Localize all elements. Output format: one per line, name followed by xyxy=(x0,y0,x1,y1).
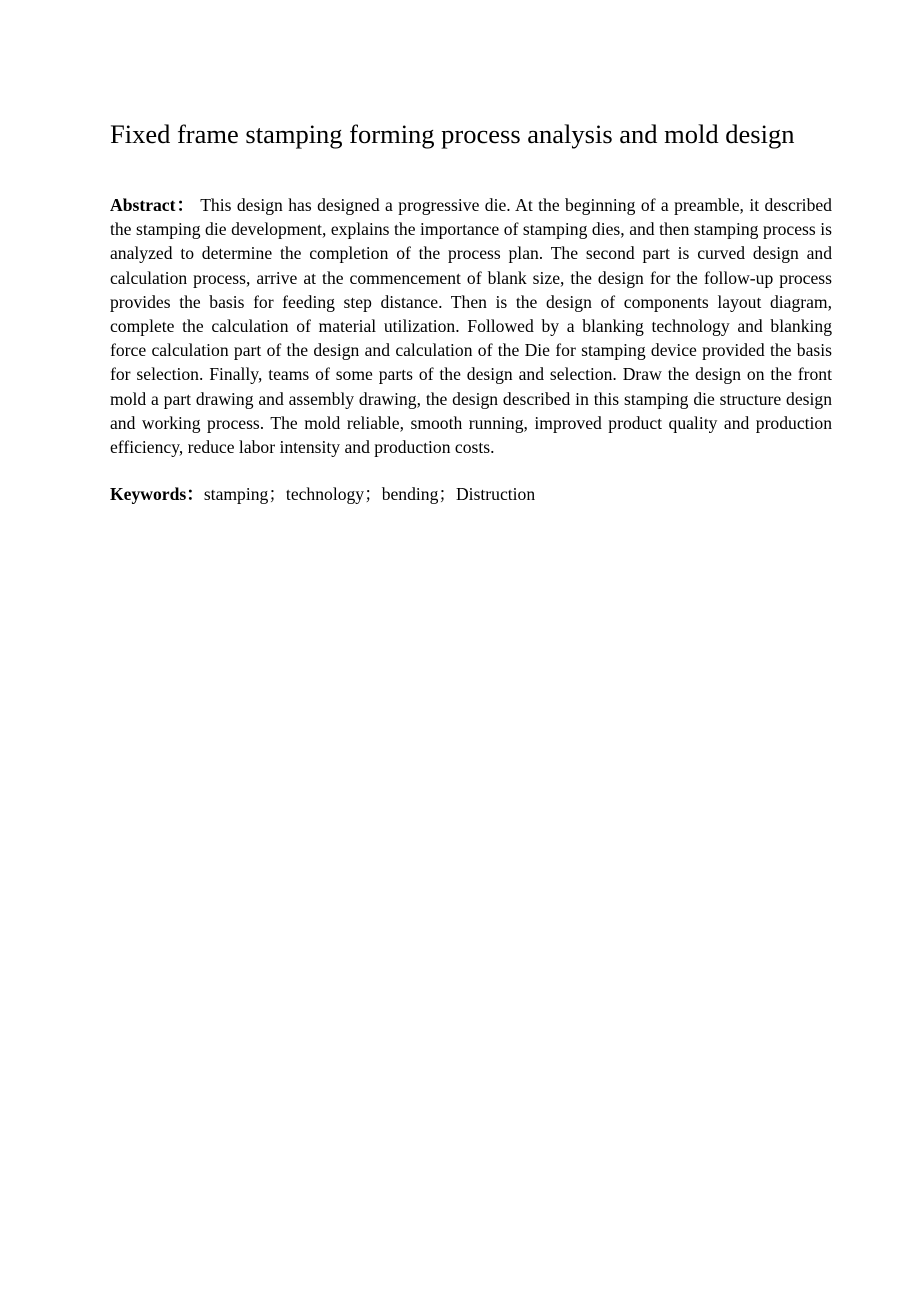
paper-title: Fixed frame stamping forming process analysis and mold design xyxy=(110,119,795,149)
abstract-label: Abstract： xyxy=(110,195,196,215)
keywords-text: stamping；technology；bending；Distruction xyxy=(203,484,536,504)
abstract-text: This design has designed a progressive die. At the beginning of a preamble, it described the stamping die development, explains the importance of stamping dies, and then stamping process is analyzed to determine the completion of the process plan. The second part is curved design and calculation process, arrive at the commencement of blank size, the design for the follow-up process provides the basis for feeding step distance. Then is the design of components layout diagram, complete the calculation of material utilization. Followed by a blanking technology and blanking force calculation part of the design and calculation of the Die for stamping device provided the basis for selection. Finally, teams of some parts of the design and selection. Draw the design on the front mold a part drawing and assembly drawing, the design described in this stamping die structure design and working process. The mold reliable, smooth running, improved product quality and production efficiency, reduce labor intensity and production costs. xyxy=(110,195,832,458)
abstract-paragraph xyxy=(110,193,832,459)
keywords-line xyxy=(110,482,832,506)
keywords-label: Keywords： xyxy=(110,484,204,504)
